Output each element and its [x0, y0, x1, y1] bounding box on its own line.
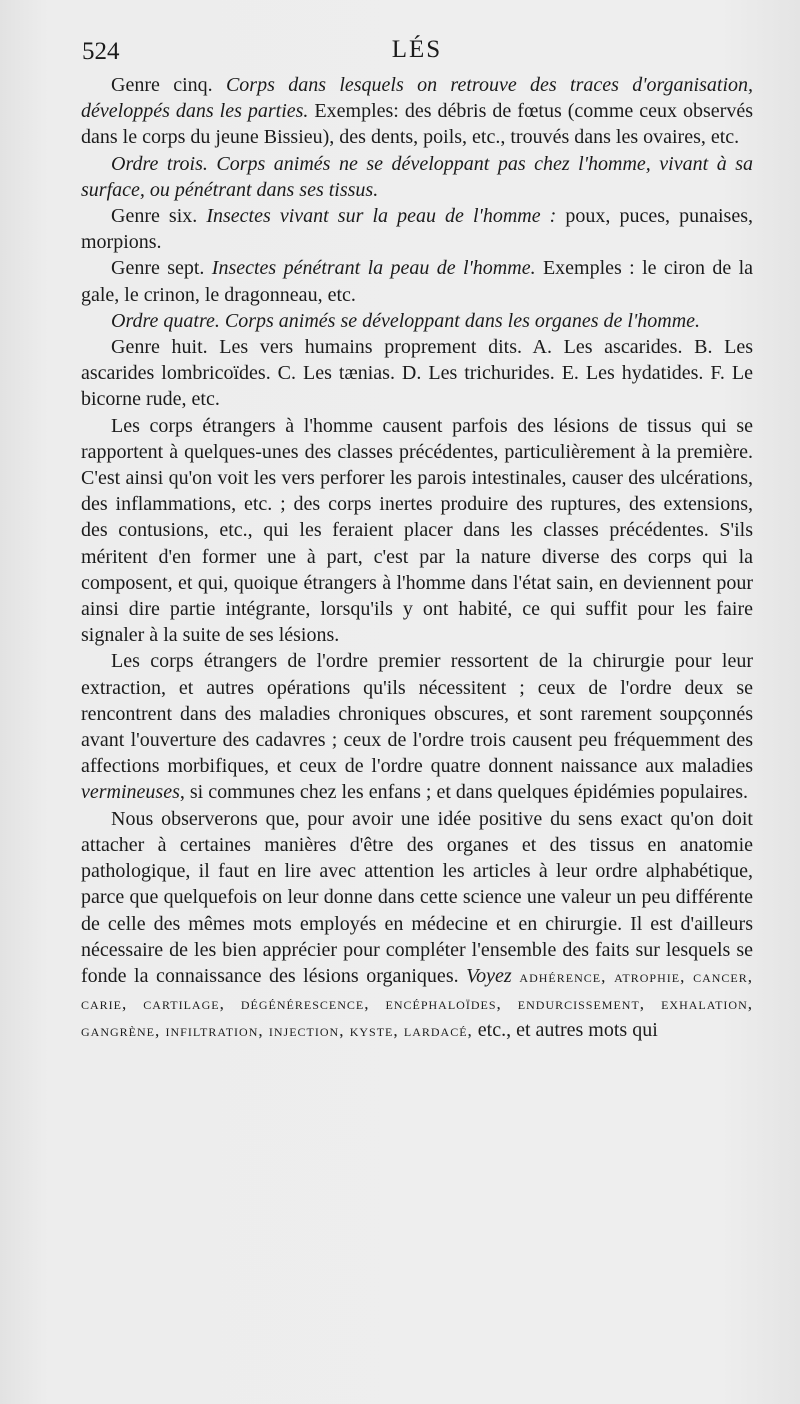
paragraph-text: Les corps étrangers de l'ordre premier ressortent de la chirurgie pour leur extraction, et autres opérations qu'ils nécessitent ; ceux de l'ordre deux se rencontrent dans des maladies chroniques obscures, et sont rarement soupçonnés avant l'ouverture des cadavres ; ceux de l'ordre trois causent peu fréquemment des affections morbifiques, et ceux de l'ordre quatre donnent naissance aux maladies [81, 650, 753, 778]
page-header [82, 32, 752, 66]
cross-reference-list: adhérence, atrophie, cancer, carie, cartilage, dégénérescence, encéphaloïdes, endurcissement, exhalation, gangrène, infiltration, injection, kyste, lardacé, [81, 966, 753, 1041]
running-head: LÉS [391, 36, 443, 63]
genre-examples: poux, puces, punaises, morpions. [81, 205, 753, 254]
ordre-definition: Ordre trois. Corps animés ne se développant pas chez l'homme, vivant à sa surface, ou pénétrant dans ses tissus. [81, 152, 753, 201]
paragraph-genre-huit: Genre huit. Les vers humains proprement dits. A. Les ascarides. B. Les ascarides lombricoïdes. C. Les tænias. D. Les trichurides. E. Les hydatides. F. Le bicorne rude, etc. [81, 336, 753, 411]
body-text [81, 72, 753, 1045]
italic-term: vermineuses [81, 781, 180, 804]
genre-label: Genre cinq. [111, 74, 226, 96]
paragraph-genre-sept [81, 255, 753, 307]
ordre-definition: Ordre quatre. Corps animés se développant dans les organes de l'homme. [111, 309, 701, 332]
paragraph-text: Nous observerons que, pour avoir une idée positive du sens exact qu'on doit attacher à certaines manières d'être des organes et des tissus en anatomie pathologique, il faut en lire avec attention les articles à leur ordre alphabétique, parce que quelquefois on leur donne dans cette science une valeur un peu différente de celle des mêmes mots employés en médecine et en chirurgie. Il est d'ailleurs nécessaire de les bien apprécier pour compléter l'ensemble des faits sur lesquels se fonde la connaissance des lésions organiques. [81, 807, 753, 987]
genre-examples: Exemples : le ciron de la gale, le crinon, le dragonneau, etc. [81, 257, 753, 306]
cross-reference-label: Voyez [466, 964, 512, 987]
paragraph-ordre-trois [81, 151, 753, 203]
genre-label: Genre six. [111, 205, 207, 228]
genre-definition: Corps dans lesquels on retrouve des traces d'organisation, développés dans les parties. [81, 74, 754, 123]
paragraph-ordre-quatre [81, 308, 753, 334]
genre-examples: Exemples: des débris de fœtus (comme ceux observés dans le corps du jeune Bissieu), des dents, poils, etc., trouvés dans les ovaires, etc. [81, 100, 753, 149]
paragraph-text: etc., et autres mots qui [472, 1019, 658, 1042]
paragraph-genre-cinq [81, 72, 753, 151]
genre-definition: Insectes pénétrant la peau de l'homme. [211, 257, 536, 280]
genre-label: Genre sept. [111, 257, 212, 280]
paragraph-genre-six [81, 203, 753, 255]
page-number: 524 [82, 38, 120, 65]
paragraph-text: , si communes chez les enfans ; et dans quelques épidémies populaires. [179, 781, 749, 804]
paragraph-observations [81, 806, 753, 1045]
genre-definition: Insectes vivant sur la peau de l'homme : [206, 205, 557, 228]
paragraph-ordres [81, 648, 753, 805]
paragraph-lesions: Les corps étrangers à l'homme causent parfois des lésions de tissus qui se rapportent à quelques-unes des classes précédentes, particulièrement à la première. C'est ainsi qu'on voit les vers perforer les parois intestinales, causer des ulcérations, des inflammations, etc. ; des corps inertes produire des ruptures, des extensions, des contusions, etc., qui les feraient placer dans les classes précédentes. S'ils méritent d'en former une à part, c'est par la nature diverse des corps qui la composent, et qui, quoique étrangers à l'homme dans l'état sain, en deviennent pour ainsi dire partie intégrante, lorsqu'ils y ont habité, ce qui suffit pour les faire signaler à la suite de ses lésions. [81, 414, 753, 647]
